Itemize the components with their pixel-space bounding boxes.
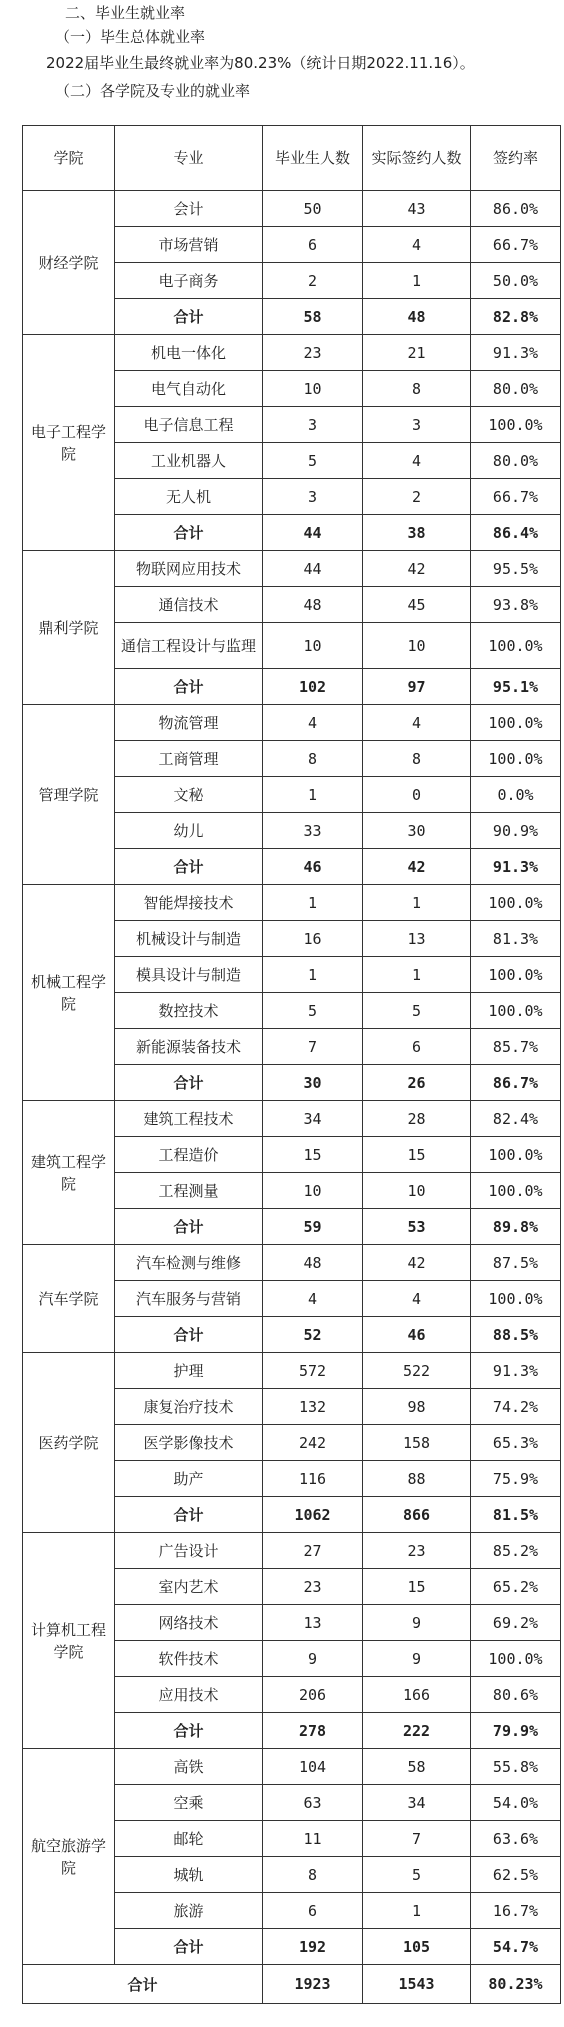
sign-rate: 100.0% (471, 1137, 561, 1173)
signed-count: 42 (363, 551, 471, 587)
graduates-count: 2 (263, 263, 363, 299)
table-row (23, 191, 561, 227)
college-name: 财经学院 (23, 191, 115, 335)
subtotal-graduates: 44 (263, 515, 363, 551)
header-major: 专业 (115, 126, 263, 191)
major-name: 软件技术 (115, 1641, 263, 1677)
subtotal-signed: 53 (363, 1209, 471, 1245)
subtotal-signed: 97 (363, 669, 471, 705)
employment-rate-table (22, 125, 561, 2004)
graduates-count: 1 (263, 777, 363, 813)
major-name: 无人机 (115, 479, 263, 515)
subtotal-signed: 48 (363, 299, 471, 335)
sign-rate: 80.0% (471, 443, 561, 479)
signed-count: 3 (363, 407, 471, 443)
subtotal-rate: 89.8% (471, 1209, 561, 1245)
graduates-count: 4 (263, 705, 363, 741)
sign-rate: 87.5% (471, 1245, 561, 1281)
sign-rate: 100.0% (471, 1641, 561, 1677)
header-college: 学院 (23, 126, 115, 191)
major-name: 机电一体化 (115, 335, 263, 371)
table-row (23, 335, 561, 371)
sign-rate: 100.0% (471, 741, 561, 777)
subtotal-graduates: 192 (263, 1929, 363, 1965)
table-row (23, 1533, 561, 1569)
subtotal-signed: 26 (363, 1065, 471, 1101)
sign-rate: 91.3% (471, 1353, 561, 1389)
subtotal-label: 合计 (115, 1713, 263, 1749)
college-name: 航空旅游学院 (23, 1749, 115, 1965)
graduates-count: 10 (263, 623, 363, 669)
subtotal-label: 合计 (115, 1209, 263, 1245)
signed-count: 13 (363, 921, 471, 957)
graduates-count: 6 (263, 227, 363, 263)
subtotal-graduates: 52 (263, 1317, 363, 1353)
grand-total-row (23, 1965, 561, 2004)
major-name: 文秘 (115, 777, 263, 813)
graduates-count: 9 (263, 1641, 363, 1677)
sign-rate: 16.7% (471, 1893, 561, 1929)
signed-count: 58 (363, 1749, 471, 1785)
graduates-count: 8 (263, 741, 363, 777)
signed-count: 10 (363, 623, 471, 669)
graduates-count: 3 (263, 479, 363, 515)
subtotal-rate: 82.8% (471, 299, 561, 335)
sign-rate: 65.3% (471, 1425, 561, 1461)
header-graduates: 毕业生人数 (263, 126, 363, 191)
major-name: 市场营销 (115, 227, 263, 263)
graduates-count: 48 (263, 1245, 363, 1281)
graduates-count: 13 (263, 1605, 363, 1641)
sign-rate: 80.6% (471, 1677, 561, 1713)
sign-rate: 80.0% (471, 371, 561, 407)
signed-count: 1 (363, 263, 471, 299)
signed-count: 34 (363, 1785, 471, 1821)
header-rate: 签约率 (471, 126, 561, 191)
table-row (23, 705, 561, 741)
subtotal-label: 合计 (115, 849, 263, 885)
subtotal-signed: 38 (363, 515, 471, 551)
graduates-count: 3 (263, 407, 363, 443)
subtotal-graduates: 58 (263, 299, 363, 335)
signed-count: 1 (363, 885, 471, 921)
major-name: 智能焊接技术 (115, 885, 263, 921)
signed-count: 2 (363, 479, 471, 515)
major-name: 电子商务 (115, 263, 263, 299)
table-row (23, 1101, 561, 1137)
major-name: 数控技术 (115, 993, 263, 1029)
major-name: 建筑工程技术 (115, 1101, 263, 1137)
signed-count: 9 (363, 1605, 471, 1641)
subtotal-graduates: 46 (263, 849, 363, 885)
table-row (23, 885, 561, 921)
major-name: 幼儿 (115, 813, 263, 849)
sign-rate: 82.4% (471, 1101, 561, 1137)
major-name: 会计 (115, 191, 263, 227)
graduates-count: 242 (263, 1425, 363, 1461)
major-name: 物流管理 (115, 705, 263, 741)
sign-rate: 85.7% (471, 1029, 561, 1065)
graduates-count: 8 (263, 1857, 363, 1893)
signed-count: 9 (363, 1641, 471, 1677)
subtotal-label: 合计 (115, 515, 263, 551)
subtotal-signed: 42 (363, 849, 471, 885)
major-name: 网络技术 (115, 1605, 263, 1641)
subtotal-label: 合计 (115, 1929, 263, 1965)
sign-rate: 93.8% (471, 587, 561, 623)
signed-count: 0 (363, 777, 471, 813)
table-header-row (23, 126, 561, 191)
sign-rate: 66.7% (471, 227, 561, 263)
signed-count: 6 (363, 1029, 471, 1065)
sign-rate: 100.0% (471, 957, 561, 993)
signed-count: 21 (363, 335, 471, 371)
graduates-count: 34 (263, 1101, 363, 1137)
major-name: 工程造价 (115, 1137, 263, 1173)
college-name: 管理学院 (23, 705, 115, 885)
major-name: 医学影像技术 (115, 1425, 263, 1461)
sign-rate: 66.7% (471, 479, 561, 515)
major-name: 模具设计与制造 (115, 957, 263, 993)
graduates-count: 5 (263, 443, 363, 479)
sign-rate: 50.0% (471, 263, 561, 299)
graduates-count: 50 (263, 191, 363, 227)
grand-total-rate: 80.23% (471, 1965, 561, 2004)
major-name: 工商管理 (115, 741, 263, 777)
sign-rate: 100.0% (471, 407, 561, 443)
major-name: 汽车检测与维修 (115, 1245, 263, 1281)
graduates-count: 116 (263, 1461, 363, 1497)
signed-count: 4 (363, 1281, 471, 1317)
graduates-count: 132 (263, 1389, 363, 1425)
sign-rate: 95.5% (471, 551, 561, 587)
major-name: 高铁 (115, 1749, 263, 1785)
sign-rate: 62.5% (471, 1857, 561, 1893)
subtotal-label: 合计 (115, 669, 263, 705)
sign-rate: 54.0% (471, 1785, 561, 1821)
section-heading: 二、毕业生就业率 (65, 4, 186, 22)
major-name: 广告设计 (115, 1533, 263, 1569)
signed-count: 88 (363, 1461, 471, 1497)
major-name: 空乘 (115, 1785, 263, 1821)
subheading-overall: （一）毕生总体就业率 (55, 28, 206, 46)
signed-count: 4 (363, 227, 471, 263)
signed-count: 5 (363, 1857, 471, 1893)
sign-rate: 90.9% (471, 813, 561, 849)
subtotal-rate: 54.7% (471, 1929, 561, 1965)
major-name: 物联网应用技术 (115, 551, 263, 587)
subtotal-graduates: 1062 (263, 1497, 363, 1533)
major-name: 护理 (115, 1353, 263, 1389)
grand-total-graduates: 1923 (263, 1965, 363, 2004)
subtotal-rate: 81.5% (471, 1497, 561, 1533)
major-name: 通信技术 (115, 587, 263, 623)
college-name: 计算机工程学院 (23, 1533, 115, 1749)
subtotal-label: 合计 (115, 1065, 263, 1101)
graduates-count: 10 (263, 371, 363, 407)
signed-count: 43 (363, 191, 471, 227)
signed-count: 7 (363, 1821, 471, 1857)
signed-count: 4 (363, 443, 471, 479)
sign-rate: 100.0% (471, 1281, 561, 1317)
table-row (23, 1353, 561, 1389)
graduates-count: 11 (263, 1821, 363, 1857)
subtotal-signed: 105 (363, 1929, 471, 1965)
signed-count: 1 (363, 1893, 471, 1929)
signed-count: 5 (363, 993, 471, 1029)
subtotal-label: 合计 (115, 1497, 263, 1533)
sign-rate: 74.2% (471, 1389, 561, 1425)
sign-rate: 86.0% (471, 191, 561, 227)
graduates-count: 23 (263, 335, 363, 371)
signed-count: 45 (363, 587, 471, 623)
college-name: 建筑工程学院 (23, 1101, 115, 1245)
graduates-count: 4 (263, 1281, 363, 1317)
major-name: 电气自动化 (115, 371, 263, 407)
signed-count: 98 (363, 1389, 471, 1425)
subtotal-label: 合计 (115, 1317, 263, 1353)
subtotal-graduates: 30 (263, 1065, 363, 1101)
graduates-count: 7 (263, 1029, 363, 1065)
major-name: 通信工程设计与监理 (115, 623, 263, 669)
signed-count: 15 (363, 1569, 471, 1605)
graduates-count: 5 (263, 993, 363, 1029)
sign-rate: 100.0% (471, 885, 561, 921)
signed-count: 42 (363, 1245, 471, 1281)
graduates-count: 1 (263, 885, 363, 921)
college-name: 汽车学院 (23, 1245, 115, 1353)
major-name: 旅游 (115, 1893, 263, 1929)
table-body (23, 191, 561, 2004)
table-row (23, 551, 561, 587)
signed-count: 1 (363, 957, 471, 993)
signed-count: 158 (363, 1425, 471, 1461)
subtotal-graduates: 59 (263, 1209, 363, 1245)
sign-rate: 100.0% (471, 623, 561, 669)
sign-rate: 65.2% (471, 1569, 561, 1605)
college-name: 鼎利学院 (23, 551, 115, 705)
signed-count: 23 (363, 1533, 471, 1569)
grand-total-signed: 1543 (363, 1965, 471, 2004)
major-name: 应用技术 (115, 1677, 263, 1713)
sign-rate: 63.6% (471, 1821, 561, 1857)
subtotal-graduates: 278 (263, 1713, 363, 1749)
sign-rate: 69.2% (471, 1605, 561, 1641)
graduates-count: 44 (263, 551, 363, 587)
signed-count: 166 (363, 1677, 471, 1713)
graduates-count: 206 (263, 1677, 363, 1713)
sign-rate: 55.8% (471, 1749, 561, 1785)
subtotal-rate: 86.7% (471, 1065, 561, 1101)
sign-rate: 0.0% (471, 777, 561, 813)
table-row (23, 1749, 561, 1785)
subtotal-rate: 86.4% (471, 515, 561, 551)
signed-count: 28 (363, 1101, 471, 1137)
signed-count: 30 (363, 813, 471, 849)
sign-rate: 100.0% (471, 993, 561, 1029)
subtotal-label: 合计 (115, 299, 263, 335)
graduates-count: 33 (263, 813, 363, 849)
college-name: 医药学院 (23, 1353, 115, 1533)
signed-count: 8 (363, 371, 471, 407)
college-name: 机械工程学院 (23, 885, 115, 1101)
subtotal-signed: 46 (363, 1317, 471, 1353)
overall-rate-text: 2022届毕业生最终就业率为80.23%（统计日期2022.11.16）。 (46, 54, 475, 72)
signed-count: 8 (363, 741, 471, 777)
graduates-count: 1 (263, 957, 363, 993)
major-name: 机械设计与制造 (115, 921, 263, 957)
graduates-count: 23 (263, 1569, 363, 1605)
subtotal-signed: 222 (363, 1713, 471, 1749)
header-signed: 实际签约人数 (363, 126, 471, 191)
major-name: 工程测量 (115, 1173, 263, 1209)
sign-rate: 91.3% (471, 335, 561, 371)
major-name: 康复治疗技术 (115, 1389, 263, 1425)
subtotal-rate: 95.1% (471, 669, 561, 705)
sign-rate: 81.3% (471, 921, 561, 957)
graduates-count: 6 (263, 1893, 363, 1929)
sign-rate: 100.0% (471, 1173, 561, 1209)
major-name: 新能源装备技术 (115, 1029, 263, 1065)
subtotal-rate: 79.9% (471, 1713, 561, 1749)
subheading-by-college: （二）各学院及专业的就业率 (55, 82, 251, 100)
major-name: 电子信息工程 (115, 407, 263, 443)
graduates-count: 15 (263, 1137, 363, 1173)
graduates-count: 27 (263, 1533, 363, 1569)
subtotal-rate: 88.5% (471, 1317, 561, 1353)
major-name: 汽车服务与营销 (115, 1281, 263, 1317)
major-name: 室内艺术 (115, 1569, 263, 1605)
major-name: 城轨 (115, 1857, 263, 1893)
graduates-count: 63 (263, 1785, 363, 1821)
table-row (23, 1245, 561, 1281)
signed-count: 10 (363, 1173, 471, 1209)
subtotal-signed: 866 (363, 1497, 471, 1533)
subtotal-rate: 91.3% (471, 849, 561, 885)
major-name: 邮轮 (115, 1821, 263, 1857)
graduates-count: 48 (263, 587, 363, 623)
major-name: 助产 (115, 1461, 263, 1497)
sign-rate: 75.9% (471, 1461, 561, 1497)
grand-total-label: 合计 (23, 1965, 263, 2004)
graduates-count: 104 (263, 1749, 363, 1785)
sign-rate: 85.2% (471, 1533, 561, 1569)
graduates-count: 572 (263, 1353, 363, 1389)
major-name: 工业机器人 (115, 443, 263, 479)
graduates-count: 16 (263, 921, 363, 957)
college-name: 电子工程学院 (23, 335, 115, 551)
subtotal-graduates: 102 (263, 669, 363, 705)
sign-rate: 100.0% (471, 705, 561, 741)
signed-count: 15 (363, 1137, 471, 1173)
signed-count: 522 (363, 1353, 471, 1389)
signed-count: 4 (363, 705, 471, 741)
graduates-count: 10 (263, 1173, 363, 1209)
